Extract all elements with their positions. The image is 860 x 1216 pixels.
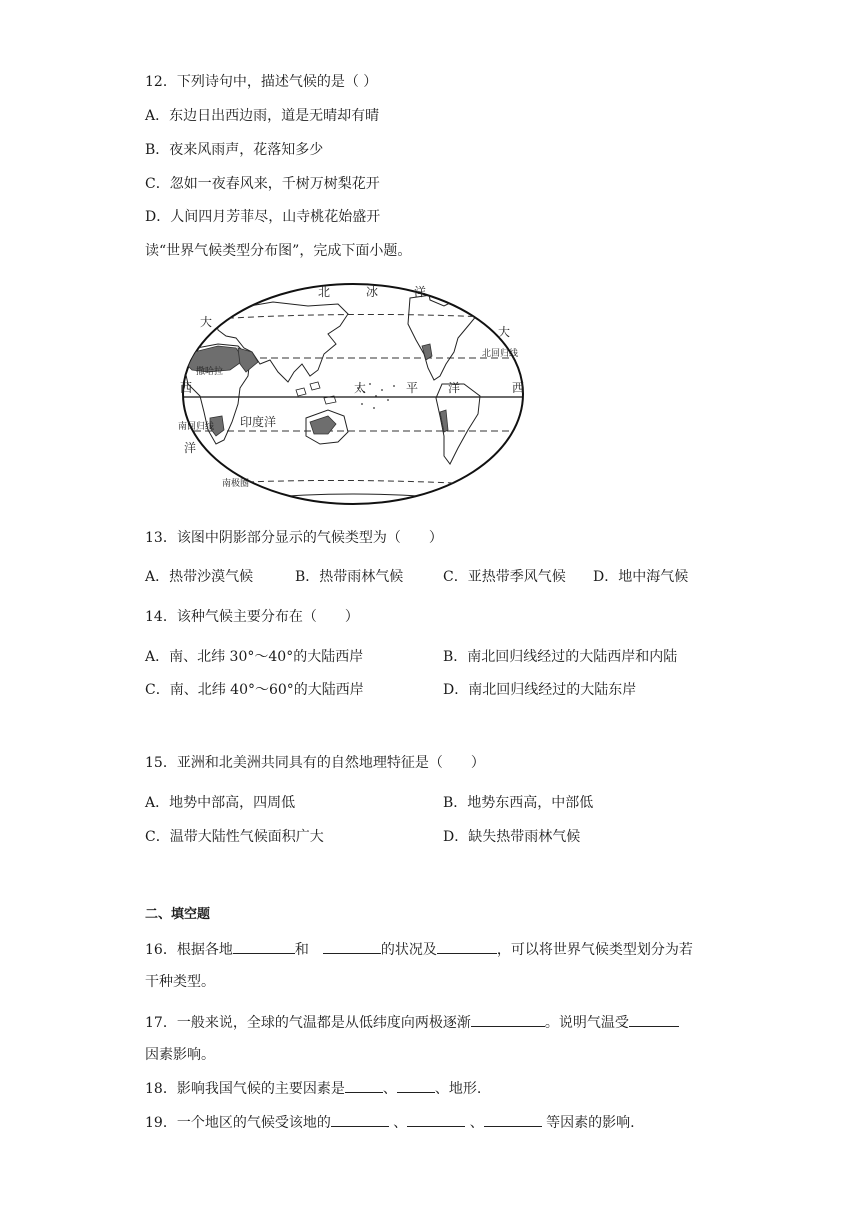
- q16-text-4: ，可以将世界气候类型划分为若: [496, 942, 693, 958]
- q19-blank-1[interactable]: [331, 1112, 389, 1127]
- label-north-ice-1: 北: [318, 285, 331, 299]
- map-outline: [183, 284, 523, 504]
- q16-blank-3[interactable]: [437, 939, 497, 954]
- q12-option-a: A．东边日出西边雨，道是无晴却有晴: [145, 108, 380, 124]
- q13-stem: 13．该图中阴影部分显示的气候类型为（ ）: [145, 530, 443, 546]
- q16-line1: [145, 939, 693, 960]
- q16-blank-2[interactable]: [323, 939, 381, 954]
- label-pacific-1: 太: [354, 381, 367, 395]
- q19-text-2: 、: [388, 1115, 408, 1131]
- q15-options-row1: [145, 793, 745, 813]
- q18-blank-2[interactable]: [397, 1078, 435, 1093]
- label-indian-ocean: 印度洋: [240, 415, 277, 429]
- section-fill-in-title: 二、填空题: [145, 907, 211, 922]
- q13-option-d: D．地中海气候: [593, 569, 689, 585]
- label-north-ice-2: 冰: [366, 285, 379, 299]
- label-pacific-2: 平: [406, 381, 419, 395]
- label-north-ice-3: 洋: [414, 285, 427, 299]
- q14-options-row2: [145, 680, 745, 700]
- label-antarctic-circle: 南极圈: [222, 479, 250, 489]
- q13-options: [145, 567, 745, 587]
- q14-option-c: C．南、北纬 40°～60°的大陆西岸: [145, 682, 364, 698]
- q13-option-a: A．热带沙漠气候: [145, 569, 254, 585]
- q15-options-row2: [145, 827, 745, 847]
- q19-text-3: 、: [465, 1115, 484, 1131]
- q18-line: [145, 1078, 481, 1099]
- label-west-left: 西: [180, 381, 193, 395]
- q12-option-d: D．人间四月芳菲尽，山寺桃花始盛开: [145, 209, 381, 225]
- q15-option-d: D．缺失热带雨林气候: [443, 829, 581, 845]
- q18-text-3: 、地形.: [434, 1081, 482, 1097]
- q16-line2: 干种类型。: [145, 974, 215, 990]
- q16-blank-1[interactable]: [233, 939, 295, 954]
- q19-text-4: 等因素的影响.: [541, 1115, 635, 1131]
- q15-stem: 15．亚洲和北美洲共同具有的自然地理特征是（ ）: [145, 755, 485, 771]
- label-ocean-left: 洋: [184, 441, 197, 455]
- q14-option-b: B．南北回归线经过的大陆西岸和内陆: [443, 649, 678, 665]
- world-climate-map: [178, 280, 528, 510]
- label-west-right: 西: [512, 381, 525, 395]
- q14-option-a: A．南、北纬 30°～40°的大陆西岸: [145, 649, 364, 665]
- label-sahara: 撒哈拉: [196, 367, 224, 377]
- q15-option-c: C．温带大陆性气候面积广大: [145, 829, 324, 845]
- q13-option-c: C．亚热带季风气候: [443, 569, 566, 585]
- q17-text-2: 。说明气温受: [544, 1015, 629, 1031]
- q16-text-1: 16．根据各地: [145, 942, 233, 958]
- q15-option-b: B．地势东西高，中部低: [443, 795, 594, 811]
- label-tropic-capricorn: 南回归线: [178, 422, 215, 432]
- label-pacific-3: 洋: [448, 381, 461, 395]
- q17-text-1: 17．一般来说，全球的气温都是从低纬度向两极逐渐: [145, 1015, 471, 1031]
- q17-blank-1[interactable]: [471, 1012, 545, 1027]
- q19-text-1: 19．一个地区的气候受该地的: [145, 1115, 331, 1131]
- q13-option-b: B．热带雨林气候: [295, 569, 404, 585]
- q12-option-b: B．夜来风雨声，花落知多少: [145, 142, 324, 158]
- q14-option-d: D．南北回归线经过的大陆东岸: [443, 682, 637, 698]
- q17-line1: [145, 1012, 679, 1033]
- q18-text-2: 、: [382, 1081, 397, 1097]
- q14-options-row1: [145, 647, 745, 667]
- map-intro: 读“世界气候类型分布图”，完成下面小题。: [145, 243, 412, 259]
- q16-text-2: 和: [294, 942, 323, 958]
- q15-option-a: A．地势中部高，四周低: [145, 795, 296, 811]
- q17-line2: 因素影响。: [145, 1047, 215, 1063]
- q17-blank-2[interactable]: [629, 1012, 679, 1027]
- q12-option-c: C．忽如一夜春风来，千树万树梨花开: [145, 176, 380, 192]
- label-atlantic-right: 大: [498, 325, 511, 339]
- q19-line: [145, 1112, 635, 1133]
- label-tropic-cancer: 北回归线: [482, 349, 519, 359]
- q19-blank-3[interactable]: [484, 1112, 542, 1127]
- label-atlantic-left: 大: [200, 315, 213, 329]
- q14-stem: 14．该种气候主要分布在（ ）: [145, 609, 359, 625]
- q12-stem: 12．下列诗句中，描述气候的是（ ）: [145, 74, 378, 90]
- q18-blank-1[interactable]: [345, 1078, 383, 1093]
- q19-blank-2[interactable]: [407, 1112, 465, 1127]
- q16-text-3: 的状况及: [380, 942, 437, 958]
- q18-text-1: 18．影响我国气候的主要因素是: [145, 1081, 345, 1097]
